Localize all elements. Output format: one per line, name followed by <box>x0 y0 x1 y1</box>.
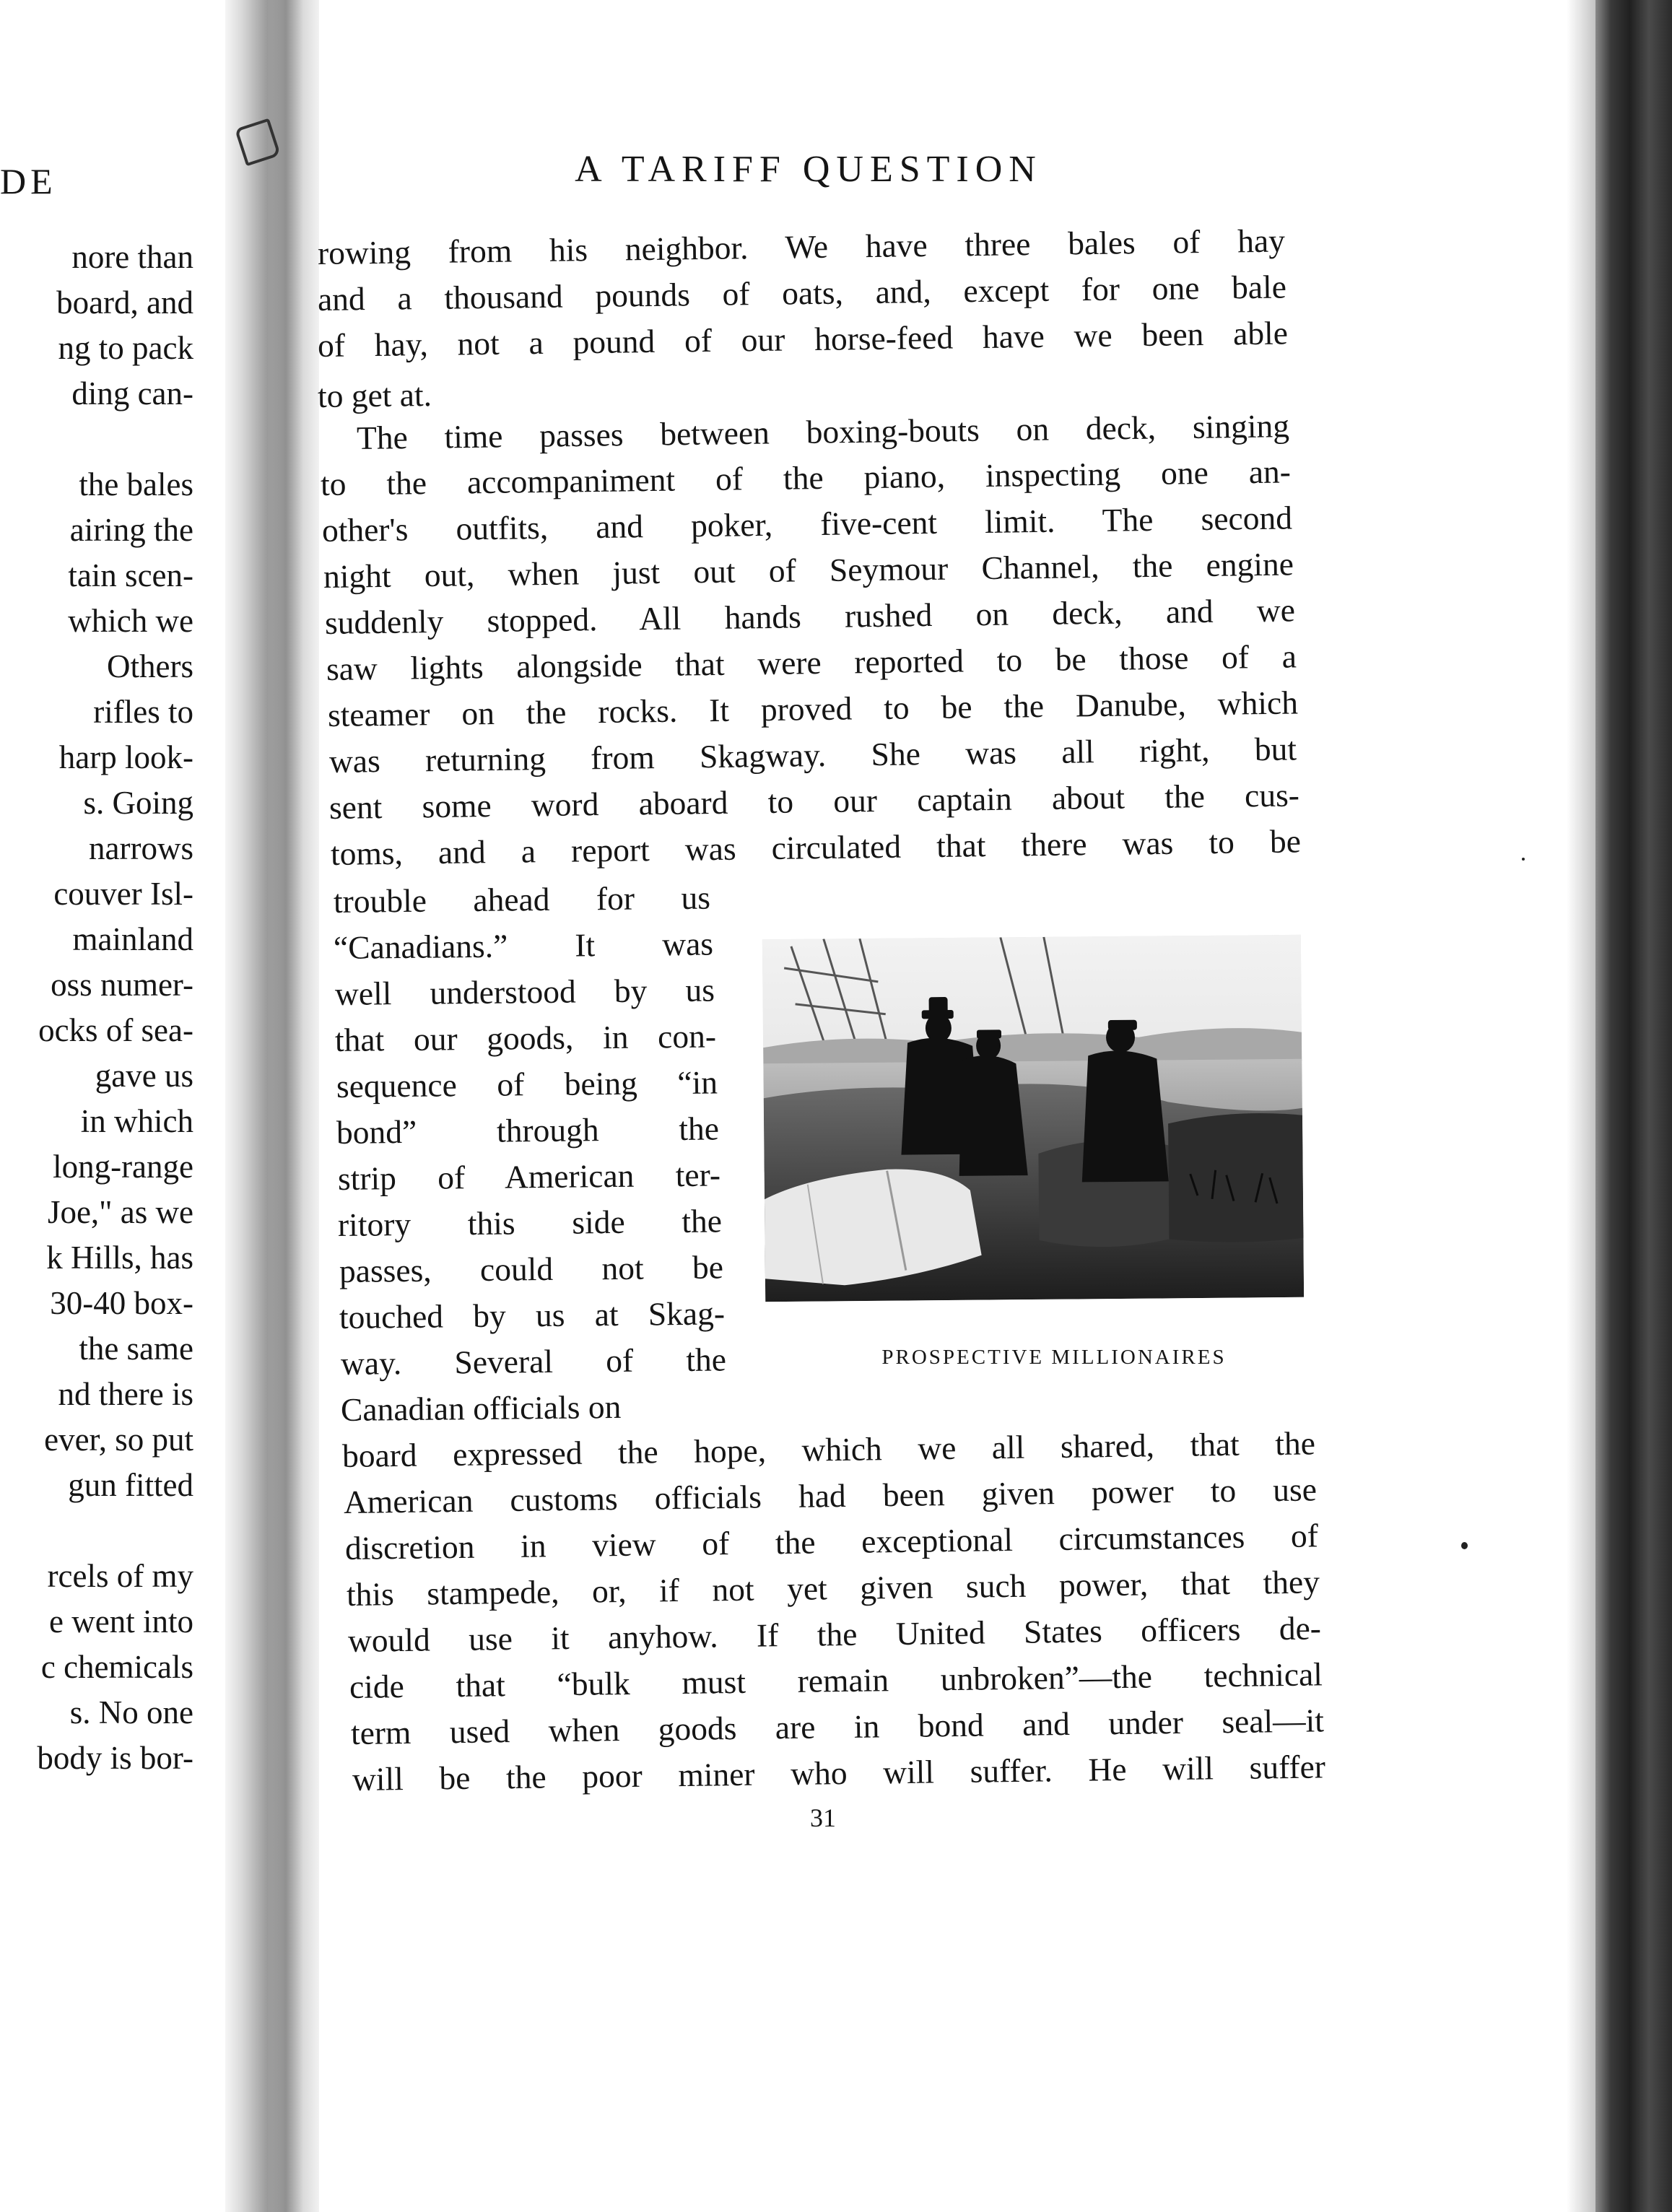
body-text-line: strip of American ter- <box>337 1156 721 1197</box>
body-text-line: steamer on the rocks. It proved to be the Danube, which <box>327 684 1299 733</box>
body-text-line: of hay, not a pound of our horse-feed have we been able <box>317 314 1289 364</box>
left-text-line: c chemicals <box>40 1649 193 1685</box>
body-text-line: term used when goods are in bond and under seal—it <box>350 1702 1325 1751</box>
left-text-line: body is bor- <box>37 1740 193 1776</box>
photo-caption: PROSPECTIVE MILLIONAIRES <box>881 1346 1227 1369</box>
body-text-line: cide that “bulk must remain unbroken”—the technical <box>349 1655 1323 1705</box>
photograph-art <box>762 935 1304 1302</box>
body-text-line: to the accompaniment of the piano, inspecting one an- <box>320 453 1292 502</box>
left-text-line: oss numer- <box>51 967 193 1003</box>
body-text-line: to get at. <box>317 375 432 414</box>
body-text-line: sent some word aboard to our captain about the cus- <box>328 776 1300 826</box>
left-text-line: s. No one <box>69 1694 193 1730</box>
left-text-line: ding can- <box>71 375 193 412</box>
left-text-line: nd there is <box>58 1376 193 1412</box>
photograph <box>762 935 1304 1302</box>
body-text-line: well understood by us <box>334 971 715 1012</box>
left-text-line: gun fitted <box>68 1467 193 1503</box>
left-text-line: airing the <box>69 512 193 548</box>
left-text-line: mainland <box>72 921 193 957</box>
left-text-line: ocks of sea- <box>38 1012 193 1048</box>
left-text-line: Joe," as we <box>47 1194 193 1230</box>
body-text-line: The time passes between boxing-bouts on deck, singing <box>356 407 1290 456</box>
left-text-line: Others <box>107 648 193 684</box>
left-text-line: k Hills, has <box>46 1240 193 1276</box>
scan-speck <box>1522 858 1525 861</box>
left-text-line: 30-40 box- <box>50 1285 193 1321</box>
left-text-line: couver Isl- <box>53 876 193 912</box>
left-text-line: narrows <box>89 830 193 866</box>
running-head: A TARIFF QUESTION <box>575 149 1042 190</box>
body-text-line: this stampede, or, if not yet given such power, that they <box>346 1563 1320 1613</box>
body-text-line: ritory this side the <box>337 1202 723 1243</box>
body-text-line: suddenly stopped. All hands rushed on deck, and we <box>324 591 1296 641</box>
body-text-line: and a thousand pounds of oats, and, except for one bale <box>317 268 1287 318</box>
left-text-line: rifles to <box>93 694 193 730</box>
body-text-line: discretion in view of the exceptional circumstances of <box>344 1517 1319 1567</box>
left-running-head: DE <box>0 161 57 201</box>
left-text-line: nore than <box>71 239 193 275</box>
gutter-shadow <box>269 0 303 2212</box>
left-text-line: long-range <box>53 1149 193 1185</box>
body-text-line: trouble ahead for us <box>333 879 711 920</box>
body-text-line: “Canadians.” It was <box>333 925 714 966</box>
body-text-line: bond” through the <box>336 1110 720 1151</box>
left-text-line: tain scen- <box>68 557 193 593</box>
body-text-line: passes, could not be <box>339 1248 724 1289</box>
left-page <box>0 0 225 2212</box>
left-text-line: the bales <box>79 466 193 502</box>
page-number: 31 <box>810 1803 836 1832</box>
body-text-line: that our goods, in con- <box>334 1017 717 1058</box>
left-text-line: harp look- <box>58 739 193 775</box>
body-text-line: night out, when just out of Seymour Channel, the engine <box>323 545 1294 595</box>
left-text-line: board, and <box>56 284 193 321</box>
left-text-line: s. Going <box>83 785 193 821</box>
page-edge <box>1567 0 1598 2212</box>
left-text-line: rcels of my <box>47 1558 193 1594</box>
body-text-line: American customs officials had been given power to use <box>343 1471 1318 1520</box>
body-text-line: other's outfits, and poker, five-cent limit. The second <box>321 499 1293 549</box>
left-text-line: in which <box>80 1103 193 1139</box>
body-text-line: was returning from Skagway. She was all right, but <box>328 730 1297 780</box>
body-text-line: Canadian officials on <box>340 1388 622 1428</box>
scan-speck <box>1461 1542 1468 1549</box>
left-text-line: the same <box>79 1331 193 1367</box>
left-text-line: gave us <box>95 1058 193 1094</box>
body-text-line: rowing from his neighbor. We have three bales of hay <box>317 222 1286 271</box>
left-text-line: ever, so put <box>44 1421 193 1458</box>
body-text-line: will be the poor miner who will suffer. He will suffer <box>352 1748 1326 1798</box>
body-text-line: saw lights alongside that were reported to be those of a <box>326 637 1297 687</box>
body-text-line: way. Several of the <box>340 1341 727 1382</box>
book-cover-edge <box>1595 0 1672 2212</box>
left-text-line: e went into <box>49 1603 193 1640</box>
left-text-line: ng to pack <box>58 330 193 366</box>
body-text-line: sequence of being “in <box>336 1063 718 1105</box>
body-text-line: toms, and a report was circulated that there was to be <box>330 822 1302 872</box>
body-text-line: board expressed the hope, which we all shared, that the <box>341 1424 1316 1474</box>
body-text-line: would use it anyhow. If the United States officers de- <box>347 1609 1322 1659</box>
left-text-line: which we <box>68 603 193 639</box>
body-text-line: touched by us at Skag- <box>339 1294 726 1336</box>
